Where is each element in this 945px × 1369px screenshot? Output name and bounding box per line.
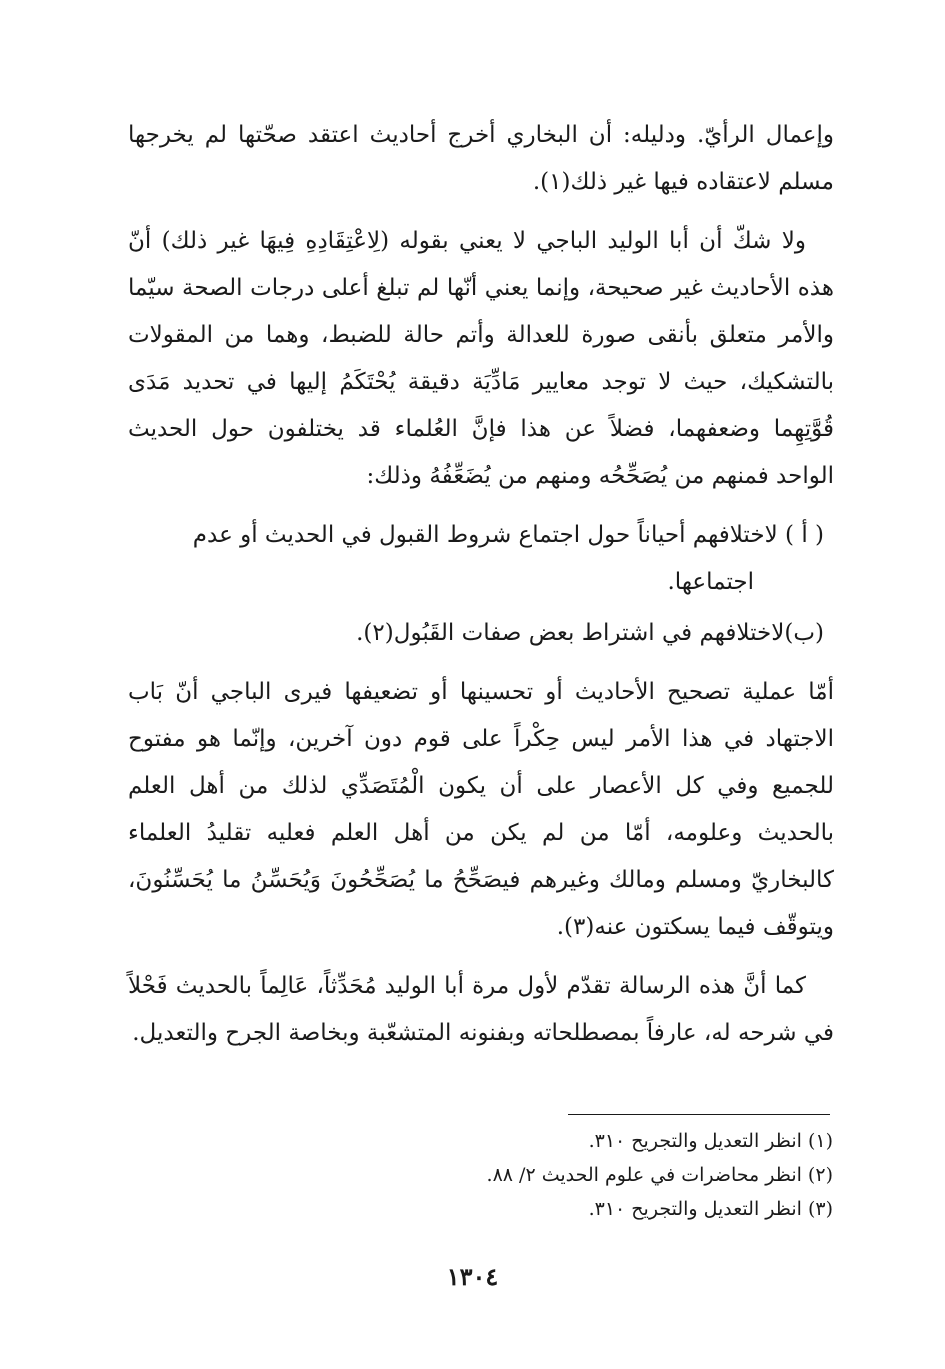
paragraph-1: وإعمال الرأيّ. ودليله: أن البخاري أخرج أحاديث اعتقد صحّتها لم يخرجها مسلم لاعتقاده فيها غير ذلك(١). (128, 122, 834, 195)
list-text-b: لاختلافهم في اشتراط بعض صفات القَبُول(٢). (356, 620, 785, 646)
footnote-divider (568, 1114, 830, 1115)
footnotes (300, 1124, 833, 1226)
paragraph-3: أمّا عملية تصحيح الأحاديث أو تحسينها أو تضعيفها فيرى الباجي أنّ بَاب الاجتهاد في هذا الأمر ليس حِكْراً على قوم دون آخرين، وإنّما هو مفتوح للجميع وفي كل الأعصار على أن يكون الْمُتَصَدِّي لذلك من أهل العلم بالحديث وعلومه، أمّا من لم يكن من أهل العلم فعليه تقليدُ العلماء كالبخاريّ ومسلم ومالك وغيرهم فيصَحِّحُ ما يُصَحِّحُونَ وَيُحَسِّنُ ما يُحَسِّنُونَ، ويتوقّف فيما يسكتون عنه(٣). (128, 679, 834, 940)
list-text-a: لاختلافهم أحياناً حول اجتماع شروط القبول في الحديث أو عدم (192, 522, 778, 548)
list-item-b (128, 610, 834, 657)
page-number: ١٣٠٤ (446, 1262, 499, 1291)
footnote-3: (٣) انظر التعديل والتجريح ٣١٠. (588, 1198, 833, 1220)
paragraph-2: ولا شكّ أن أبا الوليد الباجي لا يعني بقوله (لِاعْتِقَادِهِ فِيهَا غير ذلك) أنّ هذه الأحاديث غير صحيحة، وإنما يعني أنّها لم تبلغ أعلى درجات الصحة سيّما والأمر متعلق بأنقى صورة للعدالة وأتم حالة للضبط، وهما من المقولات بالتشكيك، حيث لا توجد معايير مَادِّيَة دقيقة يُحْتَكَمُ إليها في تحديد مَدَى قُوَّتِهِما وضعفهما، فضلاً عن هذا فإنَّ العُلماء قد يختلفون حول الحديث الواحد فمنهم من يُصَحِّحُه ومنهم من يُضَعِّفُهُ وذلك: (128, 228, 834, 489)
list-text-a-continued: اجتماعها. (667, 569, 754, 595)
list-marker-b: (ب) (784, 620, 824, 646)
main-text (128, 112, 834, 1069)
list-marker-a: ( أ ) (785, 522, 824, 548)
list-item-a (128, 512, 834, 606)
footnote-2: (٢) انظر محاضرات في علوم الحديث ٢/ ٨٨. (486, 1164, 833, 1186)
footnote-1: (١) انظر التعديل والتجريح ٣١٠. (588, 1130, 833, 1152)
paragraph-4: كما أنَّ هذه الرسالة تقدّم لأول مرة أبا الوليد مُحَدِّثاً، عَالِماً بالحديث فَحْلاً في شرحه له، عارفاً بمصطلحاته وبفنونه المتشعّبة وبخاصة الجرح والتعديل. (128, 973, 834, 1046)
